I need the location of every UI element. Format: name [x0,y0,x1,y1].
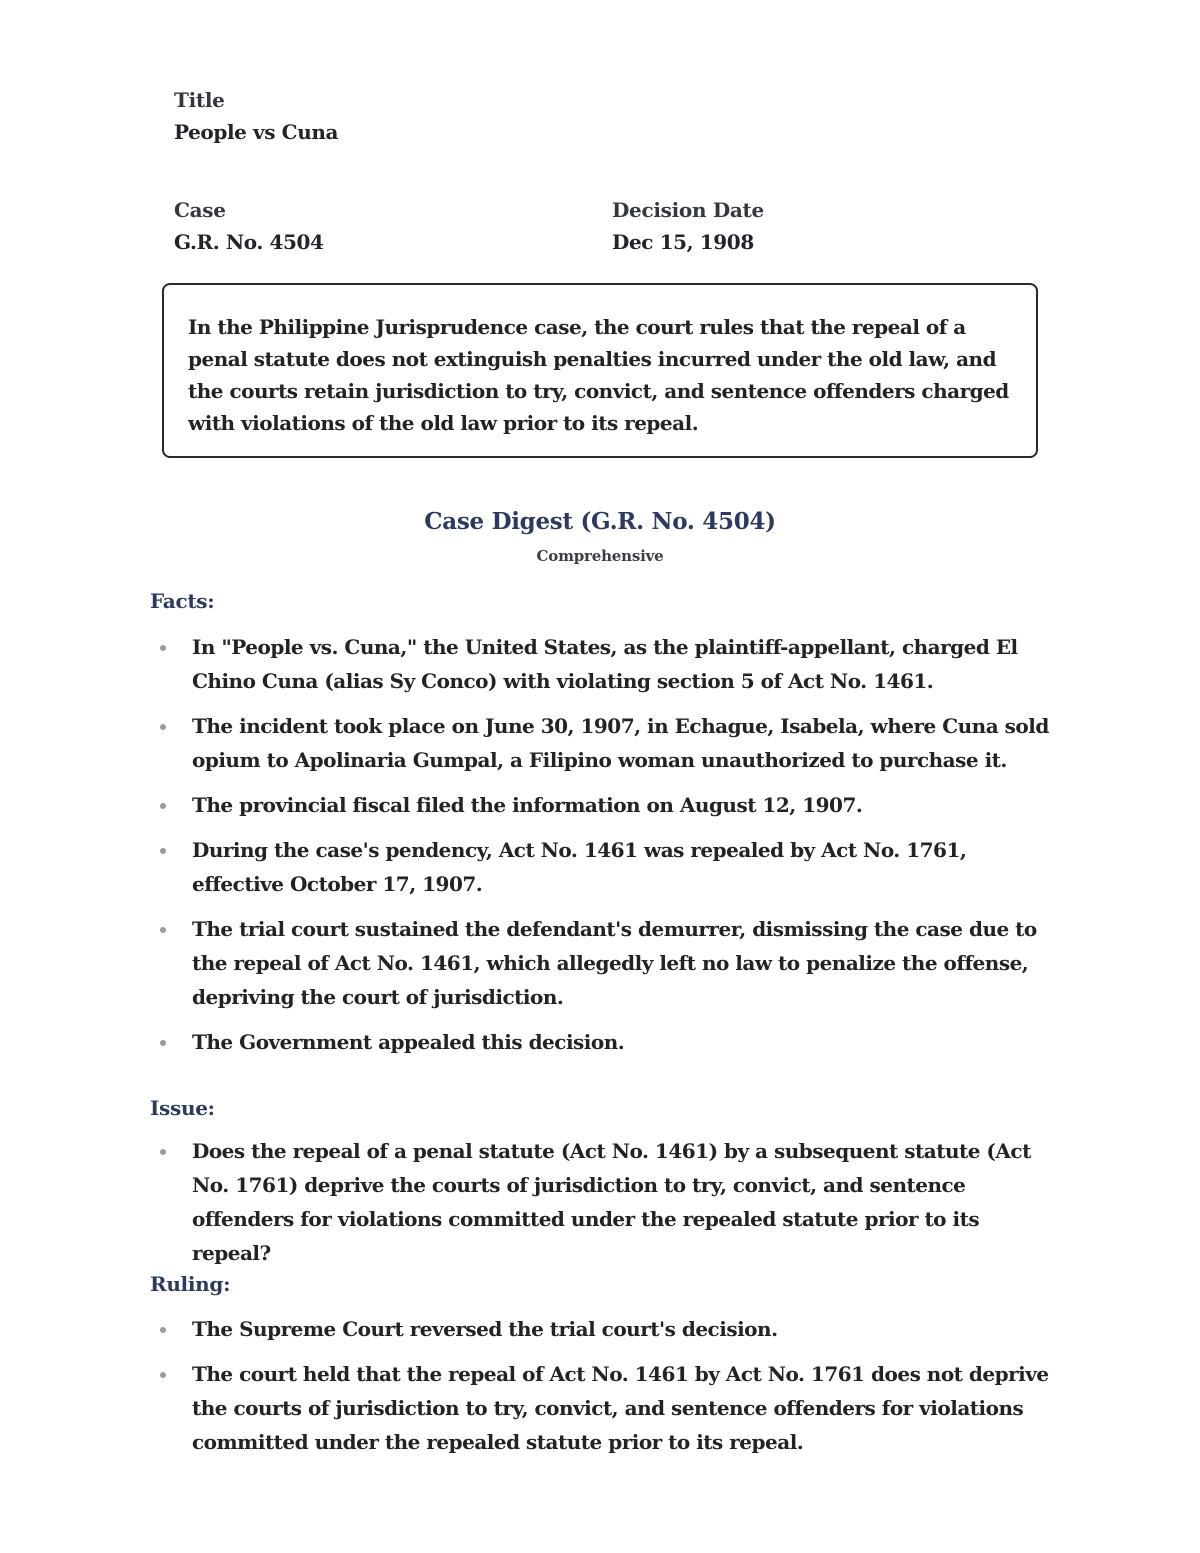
issue-text: Does the repeal of a penal statute (Act No. 1461) by a subsequent statute (Act No. 1761) deprive the courts of jurisdiction to try, convict, and sentence offenders for violations committed under the repealed statute prior to its repeal? [192,1139,1031,1265]
list-item [150,709,1055,777]
list-item [150,630,1055,698]
bullet-icon [160,1372,166,1378]
fact-text: The trial court sustained the defendant's demurrer, dismissing the case due to the repeal of Act No. 1461, which allegedly left no law to penalize the offense, depriving the court of jurisdiction. [192,917,1037,1009]
bullet-icon [160,1327,166,1333]
bullet-icon [160,1040,166,1046]
ruling-text: The court held that the repeal of Act No. 1461 by Act No. 1761 does not deprive the courts of jurisdiction to try, convict, and sentence offenders for violations committed under the repealed statute prior to its repeal. [192,1362,1049,1454]
list-item [150,833,1055,901]
list-item [150,1357,1055,1459]
list-item [150,1134,1055,1270]
digest-subtitle: Comprehensive [536,547,664,565]
title-label: Title [174,88,225,112]
decision-date: Dec 15, 1908 [612,230,754,254]
summary-box [162,283,1038,458]
facts-list [150,630,1055,1070]
ruling-list [150,1312,1055,1470]
digest-title: Case Digest (G.R. No. 4504) [424,508,776,535]
bullet-icon [160,645,166,651]
facts-heading: Facts: [150,589,215,613]
case-number: G.R. No. 4504 [174,230,324,254]
list-item [150,1312,1055,1346]
ruling-heading: Ruling: [150,1272,231,1296]
fact-text: The provincial fiscal filed the information on August 12, 1907. [192,793,863,817]
bullet-icon [160,927,166,933]
list-item [150,788,1055,822]
list-item [150,912,1055,1014]
bullet-icon [160,803,166,809]
issue-list [150,1134,1055,1281]
fact-text: In "People vs. Cuna," the United States, as the plaintiff-appellant, charged El Chino Cuna (alias Sy Conco) with violating section 5 of Act No. 1461. [192,635,1018,693]
ruling-text: The Supreme Court reversed the trial court's decision. [192,1317,778,1341]
fact-text: During the case's pendency, Act No. 1461 was repealed by Act No. 1761, effective October 17, 1907. [192,838,967,896]
summary-text: In the Philippine Jurisprudence case, the court rules that the repeal of a penal statute does not extinguish penalties incurred under the old law, and the courts retain jurisdiction to try, convict, and sentence offenders charged with violations of the old law prior to its repeal. [188,315,1009,435]
fact-text: The incident took place on June 30, 1907, in Echague, Isabela, where Cuna sold opium to Apolinaria Gumpal, a Filipino woman unauthorized to purchase it. [192,714,1049,772]
list-item [150,1025,1055,1059]
case-title: People vs Cuna [174,120,339,144]
case-label: Case [174,198,226,222]
bullet-icon [160,848,166,854]
bullet-icon [160,1149,166,1155]
fact-text: The Government appealed this decision. [192,1030,625,1054]
issue-heading: Issue: [150,1096,215,1120]
decision-date-label: Decision Date [612,198,764,222]
bullet-icon [160,724,166,730]
